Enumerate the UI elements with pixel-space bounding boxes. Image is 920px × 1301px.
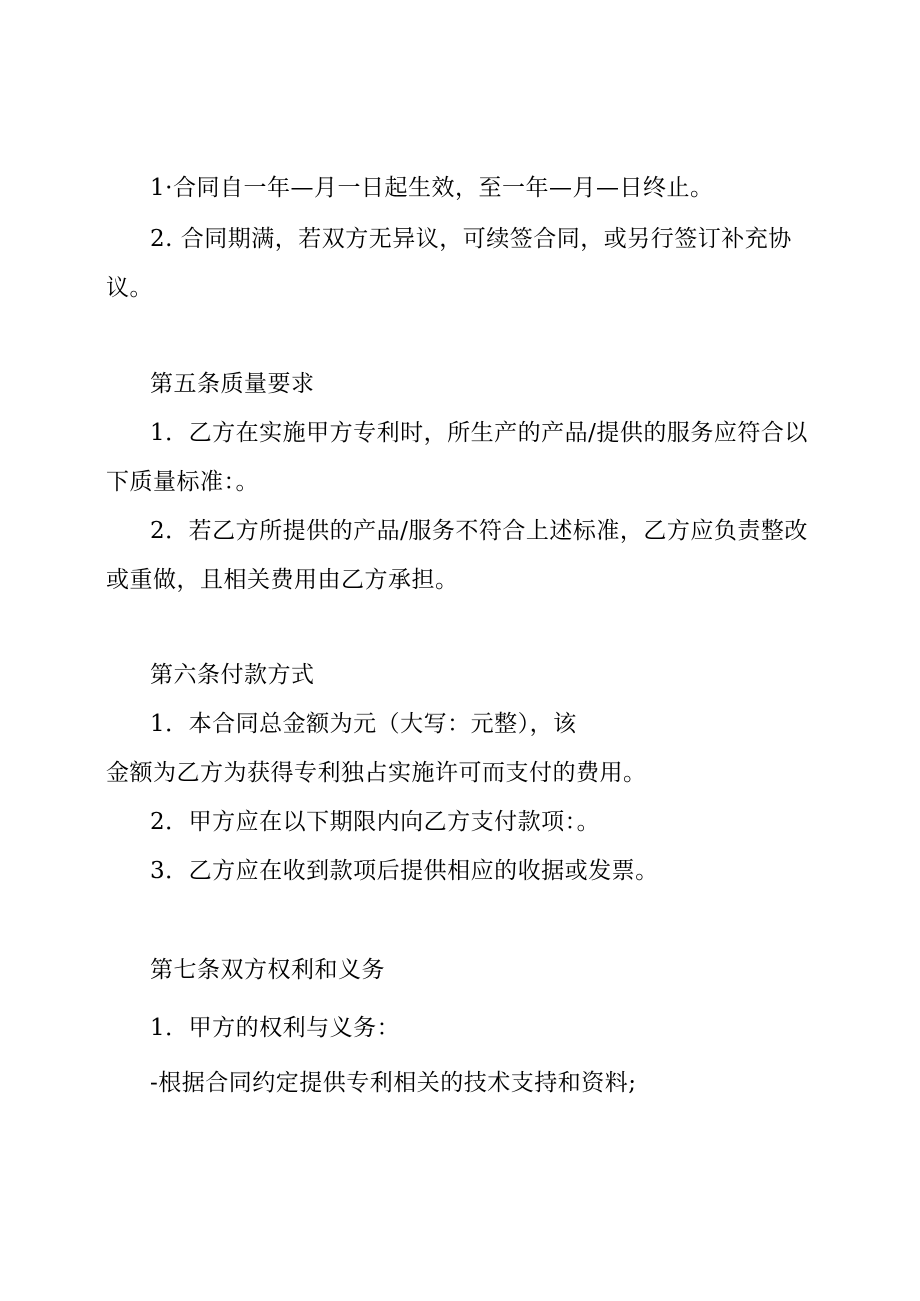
article-6-item-3: 3．乙方应在收到款项后提供相应的收据或发票。 [150, 858, 659, 884]
article-7-heading: 第七条双方权利和义务 [150, 957, 385, 983]
article-7-item-1: 1．甲方的权利与义务： [150, 1015, 401, 1041]
article-6-item-1-line-2: 金额为乙方为获得专利独占实施许可而支付的费用。 [106, 760, 647, 786]
article-5-heading: 第五条质量要求 [150, 371, 315, 397]
article-5-item-2-line-1: 2．若乙方所提供的产品/服务不符合上述标准，乙方应负责整改 [150, 518, 808, 544]
article-6-heading: 第六条付款方式 [150, 662, 315, 688]
article-5-item-1-line-2: 下质量标准：。 [106, 469, 259, 495]
term-item-1: 1·合同自一年—月一日起生效，至一年—月—日终止。 [150, 175, 714, 201]
article-5-item-1-line-1: 1．乙方在实施甲方专利时，所生产的产品/提供的服务应符合以 [150, 420, 808, 446]
article-5-item-2-line-2: 或重做，且相关费用由乙方承担。 [106, 567, 459, 593]
article-6-item-1-line-1: 1．本合同总金额为元（大写：元整），该 [150, 711, 577, 737]
term-item-2-line-2: 议。 [106, 275, 153, 301]
article-7-bullet-1: -根据合同约定提供专利相关的技术支持和资料; [150, 1070, 637, 1096]
article-6-item-2: 2．甲方应在以下期限内向乙方支付款项：。 [150, 809, 601, 835]
term-item-2-line-1: 2. 合同期满，若双方无异议，可续签合同，或另行签订补充协 [150, 226, 792, 252]
